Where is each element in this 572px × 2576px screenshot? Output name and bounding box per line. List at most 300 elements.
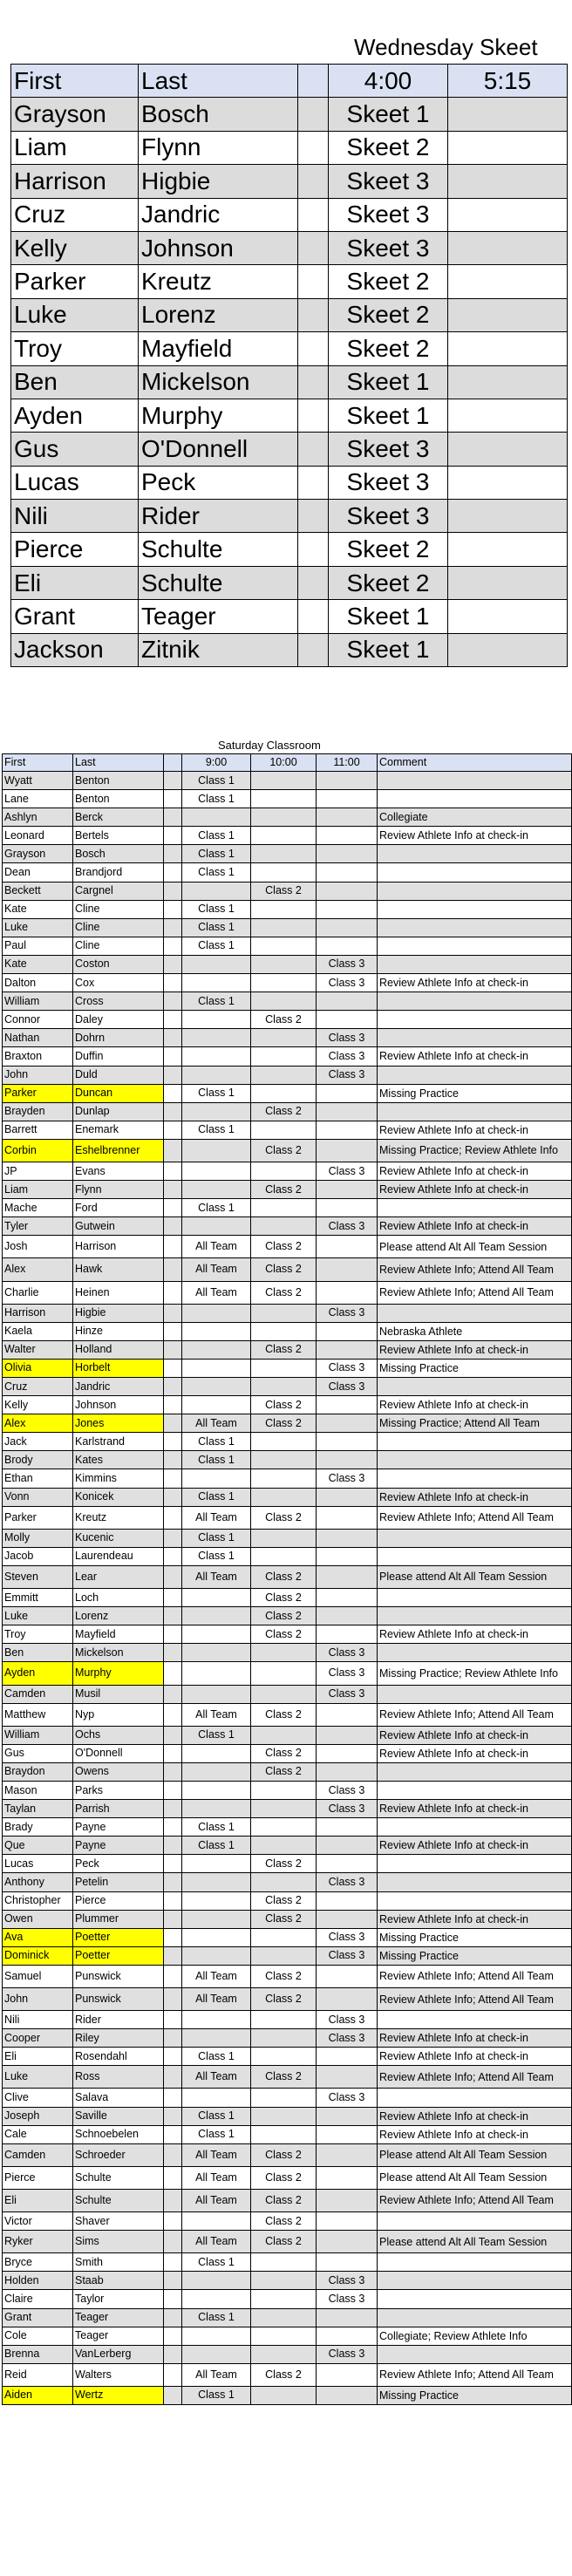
classroom-1100-cell (317, 2166, 378, 2189)
classroom-blank-cell (164, 1359, 182, 1377)
classroom-comment-cell (378, 1873, 572, 1891)
classroom-first-cell: Ben (3, 1644, 73, 1662)
classroom-first-cell: Braxton (3, 1047, 73, 1066)
classroom-1000-cell (251, 1529, 317, 1547)
classroom-1000-cell (251, 937, 317, 955)
classroom-900-cell (182, 1625, 251, 1644)
classroom-last-cell: Johnson (73, 1396, 164, 1414)
classroom-first-cell: Dominick (3, 1946, 73, 1965)
classroom-comment-cell: Please attend Alt All Team Session (378, 1236, 572, 1258)
classroom-900-cell (182, 2212, 251, 2231)
classroom-comment-cell: Review Athlete Info; Attend All Team (378, 1965, 572, 1987)
classroom-comment-cell (378, 1199, 572, 1217)
classroom-comment-cell: Missing Practice (378, 1928, 572, 1946)
classroom-blank-cell (164, 2327, 182, 2345)
classroom-last-cell: Dohrn (73, 1029, 164, 1047)
classroom-1100-cell (317, 2386, 378, 2404)
classroom-900-cell: All Team (182, 1965, 251, 1987)
classroom-row (3, 955, 572, 973)
classroom-first-cell: Troy (3, 1625, 73, 1644)
classroom-1000-cell: Class 2 (251, 1281, 317, 1304)
classroom-1100-cell (317, 1281, 378, 1304)
skeet-400-cell: Skeet 1 (329, 600, 448, 633)
classroom-header-first: First (3, 754, 73, 772)
classroom-1000-cell: Class 2 (251, 1744, 317, 1762)
classroom-comment-cell: Review Athlete Info; Attend All Team (378, 1703, 572, 1726)
classroom-900-cell: Class 1 (182, 2125, 251, 2143)
classroom-last-cell: Poetter (73, 1928, 164, 1946)
classroom-first-cell: Beckett (3, 882, 73, 900)
classroom-900-cell: Class 1 (182, 1488, 251, 1506)
classroom-row (3, 882, 572, 900)
classroom-900-cell: Class 1 (182, 845, 251, 863)
classroom-row (3, 1818, 572, 1837)
classroom-900-cell: All Team (182, 2166, 251, 2189)
skeet-first-cell: Gus (11, 433, 139, 466)
classroom-last-cell: Cline (73, 918, 164, 937)
classroom-row (3, 1217, 572, 1236)
skeet-first-cell: Grant (11, 600, 139, 633)
classroom-blank-cell (164, 2231, 182, 2253)
classroom-1000-cell: Class 2 (251, 1910, 317, 1928)
classroom-row (3, 1258, 572, 1281)
classroom-1000-cell: Class 2 (251, 2363, 317, 2386)
classroom-last-cell: Cross (73, 992, 164, 1011)
classroom-first-cell: Aiden (3, 2386, 73, 2404)
skeet-blank-cell (298, 633, 329, 666)
skeet-row (11, 365, 568, 399)
classroom-first-cell: Ava (3, 1928, 73, 1946)
classroom-header-1000: 10:00 (251, 754, 317, 772)
classroom-last-cell: Evans (73, 1162, 164, 1180)
classroom-row (3, 790, 572, 808)
classroom-900-cell (182, 1928, 251, 1946)
skeet-last-cell: Schulte (139, 566, 298, 599)
classroom-blank-cell (164, 772, 182, 790)
classroom-first-cell: Tyler (3, 1217, 73, 1236)
classroom-row (3, 1873, 572, 1891)
classroom-first-cell: Cooper (3, 2029, 73, 2048)
classroom-1000-cell (251, 845, 317, 863)
classroom-comment-cell (378, 1469, 572, 1488)
classroom-comment-cell: Missing Practice (378, 2386, 572, 2404)
skeet-400-cell: Skeet 1 (329, 399, 448, 432)
skeet-first-cell: Luke (11, 298, 139, 331)
classroom-1100-cell (317, 1965, 378, 1987)
classroom-blank-cell (164, 1121, 182, 1139)
classroom-last-cell: Cargnel (73, 882, 164, 900)
classroom-last-cell: Musil (73, 1685, 164, 1703)
classroom-first-cell: Kate (3, 900, 73, 918)
classroom-1100-cell: Class 3 (317, 955, 378, 973)
classroom-row (3, 2107, 572, 2125)
skeet-515-cell (448, 198, 568, 231)
classroom-blank-cell (164, 900, 182, 918)
classroom-900-cell: Class 1 (182, 827, 251, 845)
classroom-900-cell (182, 1162, 251, 1180)
classroom-first-cell: Harrison (3, 1304, 73, 1322)
classroom-first-cell: Reid (3, 2363, 73, 2386)
classroom-last-cell: Schnoebelen (73, 2125, 164, 2143)
skeet-row (11, 566, 568, 599)
classroom-1000-cell (251, 2272, 317, 2290)
classroom-1100-cell: Class 3 (317, 1781, 378, 1799)
classroom-blank-cell (164, 1685, 182, 1703)
classroom-last-cell: VanLerberg (73, 2345, 164, 2363)
skeet-400-cell: Skeet 3 (329, 231, 448, 264)
classroom-1100-cell (317, 790, 378, 808)
classroom-row (3, 808, 572, 827)
classroom-1000-cell (251, 827, 317, 845)
classroom-comment-cell (378, 1451, 572, 1469)
classroom-comment-cell: Review Athlete Info at check-in (378, 2029, 572, 2048)
classroom-blank-cell (164, 937, 182, 955)
classroom-row (3, 2011, 572, 2029)
classroom-first-cell: Que (3, 1837, 73, 1855)
classroom-last-cell: Eshelbrenner (73, 1139, 164, 1162)
classroom-first-cell: Grant (3, 2308, 73, 2327)
classroom-first-cell: Nathan (3, 1029, 73, 1047)
classroom-comment-cell (378, 1607, 572, 1625)
skeet-blank-cell (298, 566, 329, 599)
classroom-first-cell: Wyatt (3, 772, 73, 790)
skeet-first-cell: Jackson (11, 633, 139, 666)
skeet-last-cell: Jandric (139, 198, 298, 231)
classroom-header-blank (164, 754, 182, 772)
skeet-last-cell: Teager (139, 600, 298, 633)
classroom-row (3, 1281, 572, 1304)
classroom-comment-cell (378, 1011, 572, 1029)
classroom-blank-cell (164, 918, 182, 937)
classroom-comment-cell (378, 1102, 572, 1121)
classroom-1100-cell: Class 3 (317, 1800, 378, 1818)
classroom-row (3, 1988, 572, 2011)
classroom-blank-cell (164, 2253, 182, 2272)
skeet-first-cell: Kelly (11, 231, 139, 264)
classroom-1100-cell: Class 3 (317, 1162, 378, 1180)
classroom-blank-cell (164, 2386, 182, 2404)
classroom-first-cell: Kate (3, 955, 73, 973)
classroom-first-cell: Lucas (3, 1855, 73, 1873)
classroom-last-cell: Duffin (73, 1047, 164, 1066)
classroom-blank-cell (164, 882, 182, 900)
classroom-first-cell: Brayden (3, 1102, 73, 1121)
classroom-row (3, 1322, 572, 1340)
skeet-header-515: 5:15 (448, 65, 568, 98)
classroom-comment-cell (378, 1029, 572, 1047)
skeet-515-cell (448, 399, 568, 432)
classroom-1000-cell (251, 1029, 317, 1047)
classroom-last-cell: Harrison (73, 1236, 164, 1258)
classroom-1100-cell (317, 772, 378, 790)
classroom-row (3, 900, 572, 918)
classroom-last-cell: Punswick (73, 1988, 164, 2011)
classroom-1100-cell (317, 1565, 378, 1588)
classroom-last-cell: Owens (73, 1762, 164, 1781)
classroom-last-cell: Mickelson (73, 1644, 164, 1662)
classroom-row (3, 1433, 572, 1451)
classroom-1100-cell: Class 3 (317, 1928, 378, 1946)
classroom-900-cell: All Team (182, 1506, 251, 1529)
skeet-row (11, 198, 568, 231)
classroom-blank-cell (164, 1547, 182, 1565)
classroom-1100-cell (317, 1910, 378, 1928)
classroom-last-cell: Dunlap (73, 1102, 164, 1121)
classroom-first-cell: Anthony (3, 1873, 73, 1891)
classroom-last-cell: Saville (73, 2107, 164, 2125)
classroom-last-cell: Staab (73, 2272, 164, 2290)
classroom-last-cell: Rider (73, 2011, 164, 2029)
classroom-comment-cell: Missing Practice (378, 1359, 572, 1377)
skeet-blank-cell (298, 265, 329, 298)
classroom-1100-cell (317, 1547, 378, 1565)
classroom-row (3, 1181, 572, 1199)
classroom-first-cell: Bryce (3, 2253, 73, 2272)
classroom-comment-cell (378, 1589, 572, 1607)
classroom-blank-cell (164, 2011, 182, 2029)
classroom-last-cell: Pierce (73, 1891, 164, 1910)
classroom-blank-cell (164, 1607, 182, 1625)
classroom-blank-cell (164, 790, 182, 808)
skeet-last-cell: Johnson (139, 231, 298, 264)
classroom-row (3, 1946, 572, 1965)
classroom-last-cell: Benton (73, 790, 164, 808)
classroom-900-cell: Class 1 (182, 2048, 251, 2066)
classroom-1100-cell (317, 1258, 378, 1281)
classroom-900-cell (182, 1011, 251, 1029)
classroom-first-cell: Charlie (3, 1281, 73, 1304)
classroom-first-cell: Claire (3, 2290, 73, 2308)
classroom-row (3, 2189, 572, 2211)
classroom-comment-cell (378, 863, 572, 882)
classroom-comment-cell: Missing Practice; Attend All Team (378, 1414, 572, 1433)
classroom-1100-cell (317, 1414, 378, 1433)
classroom-comment-cell: Review Athlete Info at check-in (378, 1217, 572, 1236)
classroom-first-cell: Josh (3, 1236, 73, 1258)
skeet-last-cell: Schulte (139, 533, 298, 566)
classroom-1000-cell: Class 2 (251, 1855, 317, 1873)
classroom-comment-cell: Review Athlete Info at check-in (378, 1910, 572, 1928)
classroom-first-cell: JP (3, 1162, 73, 1180)
skeet-515-cell (448, 600, 568, 633)
classroom-last-cell: Enemark (73, 1121, 164, 1139)
classroom-first-cell: Eli (3, 2189, 73, 2211)
classroom-first-cell: Ryker (3, 2231, 73, 2253)
classroom-last-cell: Murphy (73, 1662, 164, 1685)
classroom-first-cell: Ayden (3, 1662, 73, 1685)
classroom-1100-cell (317, 1506, 378, 1529)
classroom-comment-cell: Review Athlete Info at check-in (378, 1162, 572, 1180)
classroom-1000-cell (251, 1451, 317, 1469)
classroom-comment-cell: Review Athlete Info at check-in (378, 1800, 572, 1818)
classroom-row (3, 1488, 572, 1506)
classroom-table (2, 753, 572, 2405)
classroom-blank-cell (164, 1102, 182, 1121)
classroom-last-cell: Kimmins (73, 1469, 164, 1488)
skeet-515-cell (448, 500, 568, 533)
classroom-1000-cell (251, 1047, 317, 1066)
classroom-900-cell (182, 1378, 251, 1396)
classroom-1000-cell: Class 2 (251, 1762, 317, 1781)
classroom-blank-cell (164, 1011, 182, 1029)
classroom-first-cell: Christopher (3, 1891, 73, 1910)
classroom-last-cell: Shaver (73, 2212, 164, 2231)
classroom-1000-cell (251, 955, 317, 973)
classroom-first-cell: Samuel (3, 1965, 73, 1987)
classroom-1100-cell (317, 1139, 378, 1162)
classroom-1000-cell: Class 2 (251, 1258, 317, 1281)
classroom-blank-cell (164, 1988, 182, 2011)
skeet-row (11, 165, 568, 198)
classroom-last-cell: Daley (73, 1011, 164, 1029)
classroom-comment-cell: Review Athlete Info; Attend All Team (378, 1506, 572, 1529)
classroom-1100-cell (317, 2107, 378, 2125)
classroom-comment-cell: Review Athlete Info at check-in (378, 2125, 572, 2143)
classroom-900-cell (182, 1891, 251, 1910)
classroom-comment-cell: Review Athlete Info at check-in (378, 1121, 572, 1139)
classroom-row (3, 2143, 572, 2166)
skeet-400-cell: Skeet 3 (329, 500, 448, 533)
classroom-blank-cell (164, 1139, 182, 1162)
classroom-1000-cell (251, 1469, 317, 1488)
classroom-row (3, 1066, 572, 1084)
skeet-row (11, 399, 568, 432)
classroom-1000-cell (251, 1547, 317, 1565)
classroom-1000-cell (251, 2308, 317, 2327)
classroom-last-cell: Mayfield (73, 1625, 164, 1644)
classroom-1000-cell (251, 1685, 317, 1703)
classroom-comment-cell: Collegiate; Review Athlete Info (378, 2327, 572, 2345)
classroom-900-cell: Class 1 (182, 2308, 251, 2327)
classroom-1100-cell: Class 3 (317, 2029, 378, 2048)
classroom-row (3, 1547, 572, 1565)
classroom-blank-cell (164, 2363, 182, 2386)
skeet-first-cell: Lucas (11, 466, 139, 499)
classroom-last-cell: Schroeder (73, 2143, 164, 2166)
classroom-row (3, 1781, 572, 1799)
skeet-515-cell (448, 633, 568, 666)
skeet-first-cell: Troy (11, 332, 139, 365)
classroom-comment-cell: Review Athlete Info at check-in (378, 1181, 572, 1199)
classroom-comment-cell (378, 1433, 572, 1451)
classroom-1000-cell: Class 2 (251, 1236, 317, 1258)
classroom-comment-cell (378, 1891, 572, 1910)
classroom-blank-cell (164, 1726, 182, 1744)
classroom-900-cell: All Team (182, 2363, 251, 2386)
classroom-900-cell: Class 1 (182, 900, 251, 918)
classroom-first-cell: Brady (3, 1818, 73, 1837)
classroom-blank-cell (164, 845, 182, 863)
skeet-last-cell: O'Donnell (139, 433, 298, 466)
classroom-1000-cell: Class 2 (251, 1891, 317, 1910)
classroom-comment-cell (378, 1304, 572, 1322)
skeet-515-cell (448, 566, 568, 599)
classroom-comment-cell (378, 1644, 572, 1662)
classroom-1100-cell (317, 808, 378, 827)
skeet-first-cell: Eli (11, 566, 139, 599)
classroom-900-cell (182, 2327, 251, 2345)
skeet-515-cell (448, 131, 568, 164)
classroom-900-cell (182, 955, 251, 973)
classroom-1100-cell (317, 1181, 378, 1199)
classroom-first-cell: Taylan (3, 1800, 73, 1818)
classroom-comment-cell: Please attend Alt All Team Session (378, 2166, 572, 2189)
classroom-1100-cell (317, 2327, 378, 2345)
classroom-row (3, 937, 572, 955)
classroom-row (3, 918, 572, 937)
classroom-900-cell (182, 1066, 251, 1084)
classroom-900-cell (182, 2272, 251, 2290)
classroom-first-cell: Kaela (3, 1322, 73, 1340)
classroom-comment-cell (378, 1685, 572, 1703)
classroom-last-cell: Laurendeau (73, 1547, 164, 1565)
classroom-last-cell: Schulte (73, 2166, 164, 2189)
classroom-last-cell: Hawk (73, 1258, 164, 1281)
classroom-last-cell: Cline (73, 900, 164, 918)
classroom-blank-cell (164, 1378, 182, 1396)
classroom-blank-cell (164, 1589, 182, 1607)
classroom-row (3, 1662, 572, 1685)
classroom-900-cell: Class 1 (182, 992, 251, 1011)
classroom-900-cell: Class 1 (182, 1451, 251, 1469)
classroom-900-cell (182, 1744, 251, 1762)
classroom-blank-cell (164, 1047, 182, 1066)
classroom-1000-cell (251, 2107, 317, 2125)
classroom-1100-cell (317, 1322, 378, 1340)
skeet-last-cell: Mickelson (139, 365, 298, 399)
skeet-row (11, 466, 568, 499)
classroom-1000-cell (251, 2253, 317, 2272)
classroom-first-cell: Victor (3, 2212, 73, 2231)
classroom-comment-cell (378, 2212, 572, 2231)
skeet-400-cell: Skeet 2 (329, 131, 448, 164)
classroom-1100-cell (317, 1625, 378, 1644)
classroom-row (3, 1304, 572, 1322)
classroom-1000-cell (251, 2345, 317, 2363)
classroom-1100-cell (317, 2308, 378, 2327)
classroom-900-cell: Class 1 (182, 863, 251, 882)
classroom-blank-cell (164, 2290, 182, 2308)
classroom-row (3, 2327, 572, 2345)
classroom-last-cell: Punswick (73, 1965, 164, 1987)
classroom-first-cell: Mason (3, 1781, 73, 1799)
classroom-900-cell: All Team (182, 1281, 251, 1304)
classroom-last-cell: Duld (73, 1066, 164, 1084)
classroom-900-cell (182, 1181, 251, 1199)
classroom-900-cell (182, 1217, 251, 1236)
classroom-900-cell: All Team (182, 2143, 251, 2166)
classroom-comment-cell (378, 1066, 572, 1084)
classroom-1100-cell: Class 3 (317, 1644, 378, 1662)
classroom-1100-cell (317, 882, 378, 900)
classroom-1000-cell (251, 1066, 317, 1084)
classroom-1100-cell (317, 1121, 378, 1139)
classroom-blank-cell (164, 1236, 182, 1258)
classroom-first-cell: Dalton (3, 974, 73, 992)
classroom-1100-cell (317, 1433, 378, 1451)
skeet-515-cell (448, 231, 568, 264)
classroom-1000-cell: Class 2 (251, 1703, 317, 1726)
classroom-blank-cell (164, 1029, 182, 1047)
classroom-row (3, 1121, 572, 1139)
classroom-900-cell: Class 1 (182, 1726, 251, 1744)
classroom-row (3, 1162, 572, 1180)
classroom-1000-cell (251, 1644, 317, 1662)
classroom-comment-cell: Review Athlete Info at check-in (378, 1726, 572, 1744)
classroom-row (3, 974, 572, 992)
classroom-1100-cell (317, 863, 378, 882)
classroom-last-cell: Petelin (73, 1873, 164, 1891)
